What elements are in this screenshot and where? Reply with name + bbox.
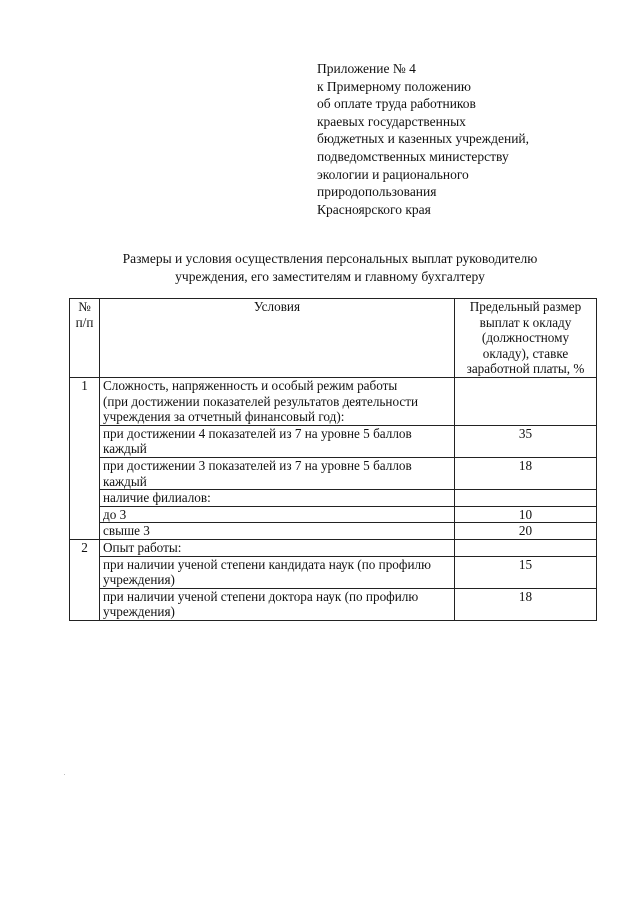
condition-cell: свыше 3 [100, 523, 455, 540]
title-line-2: учреждения, его заместителям и главному бухгалтеру [175, 268, 485, 284]
appendix-line: об оплате труда работников [317, 96, 476, 112]
header-limit-line: окладу), ставке [482, 345, 569, 361]
condition-cell [100, 457, 455, 489]
value-cell: 10 [455, 506, 597, 523]
value-cell [455, 490, 597, 507]
table-row [70, 523, 597, 540]
header-number-line-1: № [78, 299, 91, 314]
table-row [70, 457, 597, 489]
condition-line: при достижении 4 показателей из 7 на уровне 5 баллов [103, 425, 412, 441]
document-title [70, 250, 590, 285]
value-cell: 15 [455, 556, 597, 588]
header-limit-line: заработной платы, % [466, 361, 585, 377]
table-row [70, 539, 597, 556]
condition-cell [100, 377, 455, 425]
table-row [70, 490, 597, 507]
value-cell: 18 [455, 457, 597, 489]
condition-cell: наличие филиалов: [100, 490, 455, 507]
condition-line: каждый [103, 473, 147, 489]
table-row [70, 506, 597, 523]
table-row [70, 425, 597, 457]
appendix-line: краевых государственных [317, 113, 466, 129]
header-limit-line: Предельный размер [469, 299, 582, 314]
condition-line: учреждения за отчетный финансовый год): [103, 409, 345, 425]
header-limit [455, 299, 597, 378]
condition-cell: Опыт работы: [100, 539, 455, 556]
value-cell: 20 [455, 523, 597, 540]
appendix-line: экологии и рационального [317, 166, 469, 182]
appendix-heading [317, 60, 617, 218]
value-cell [455, 539, 597, 556]
value-cell: 18 [455, 588, 597, 620]
condition-line: при достижении 3 показателей из 7 на уровне 5 баллов [103, 457, 412, 473]
table-row [70, 588, 597, 620]
condition-cell [100, 556, 455, 588]
condition-cell [100, 588, 455, 620]
title-line-1: Размеры и условия осуществления персональных выплат руководителю [122, 251, 538, 266]
table-header-row [70, 299, 597, 378]
condition-line: каждый [103, 441, 147, 457]
appendix-line: бюджетных и казенных учреждений, [317, 131, 530, 147]
header-limit-line: выплат к окладу [479, 314, 572, 330]
table-row [70, 556, 597, 588]
appendix-line: природопользования [317, 184, 437, 200]
condition-line: (при достижении показателей результатов деятельности [103, 393, 419, 409]
appendix-line: к Примерному положению [317, 78, 471, 94]
header-number [70, 299, 100, 378]
header-conditions: Условия [100, 299, 455, 378]
appendix-line: подведомственных министерству [317, 148, 509, 164]
value-cell: 35 [455, 425, 597, 457]
table-row [70, 377, 597, 425]
condition-line: при наличии ученой степени доктора наук (по профилю [103, 588, 419, 604]
scan-speck [64, 774, 65, 775]
section-number: 1 [70, 377, 100, 539]
condition-line: Сложность, напряженность и особый режим работы [103, 377, 398, 393]
section-number: 2 [70, 539, 100, 620]
condition-cell [100, 425, 455, 457]
header-number-line-2: п/п [75, 314, 94, 330]
condition-cell: до 3 [100, 506, 455, 523]
appendix-line: Красноярского края [317, 201, 431, 217]
condition-line: учреждения) [103, 572, 175, 588]
condition-line: учреждения) [103, 604, 175, 620]
appendix-line: Приложение № 4 [317, 61, 416, 76]
payments-table [69, 298, 597, 621]
condition-line: при наличии ученой степени кандидата наук (по профилю [103, 556, 431, 572]
header-limit-line: (должностному [481, 330, 570, 346]
value-cell [455, 377, 597, 425]
